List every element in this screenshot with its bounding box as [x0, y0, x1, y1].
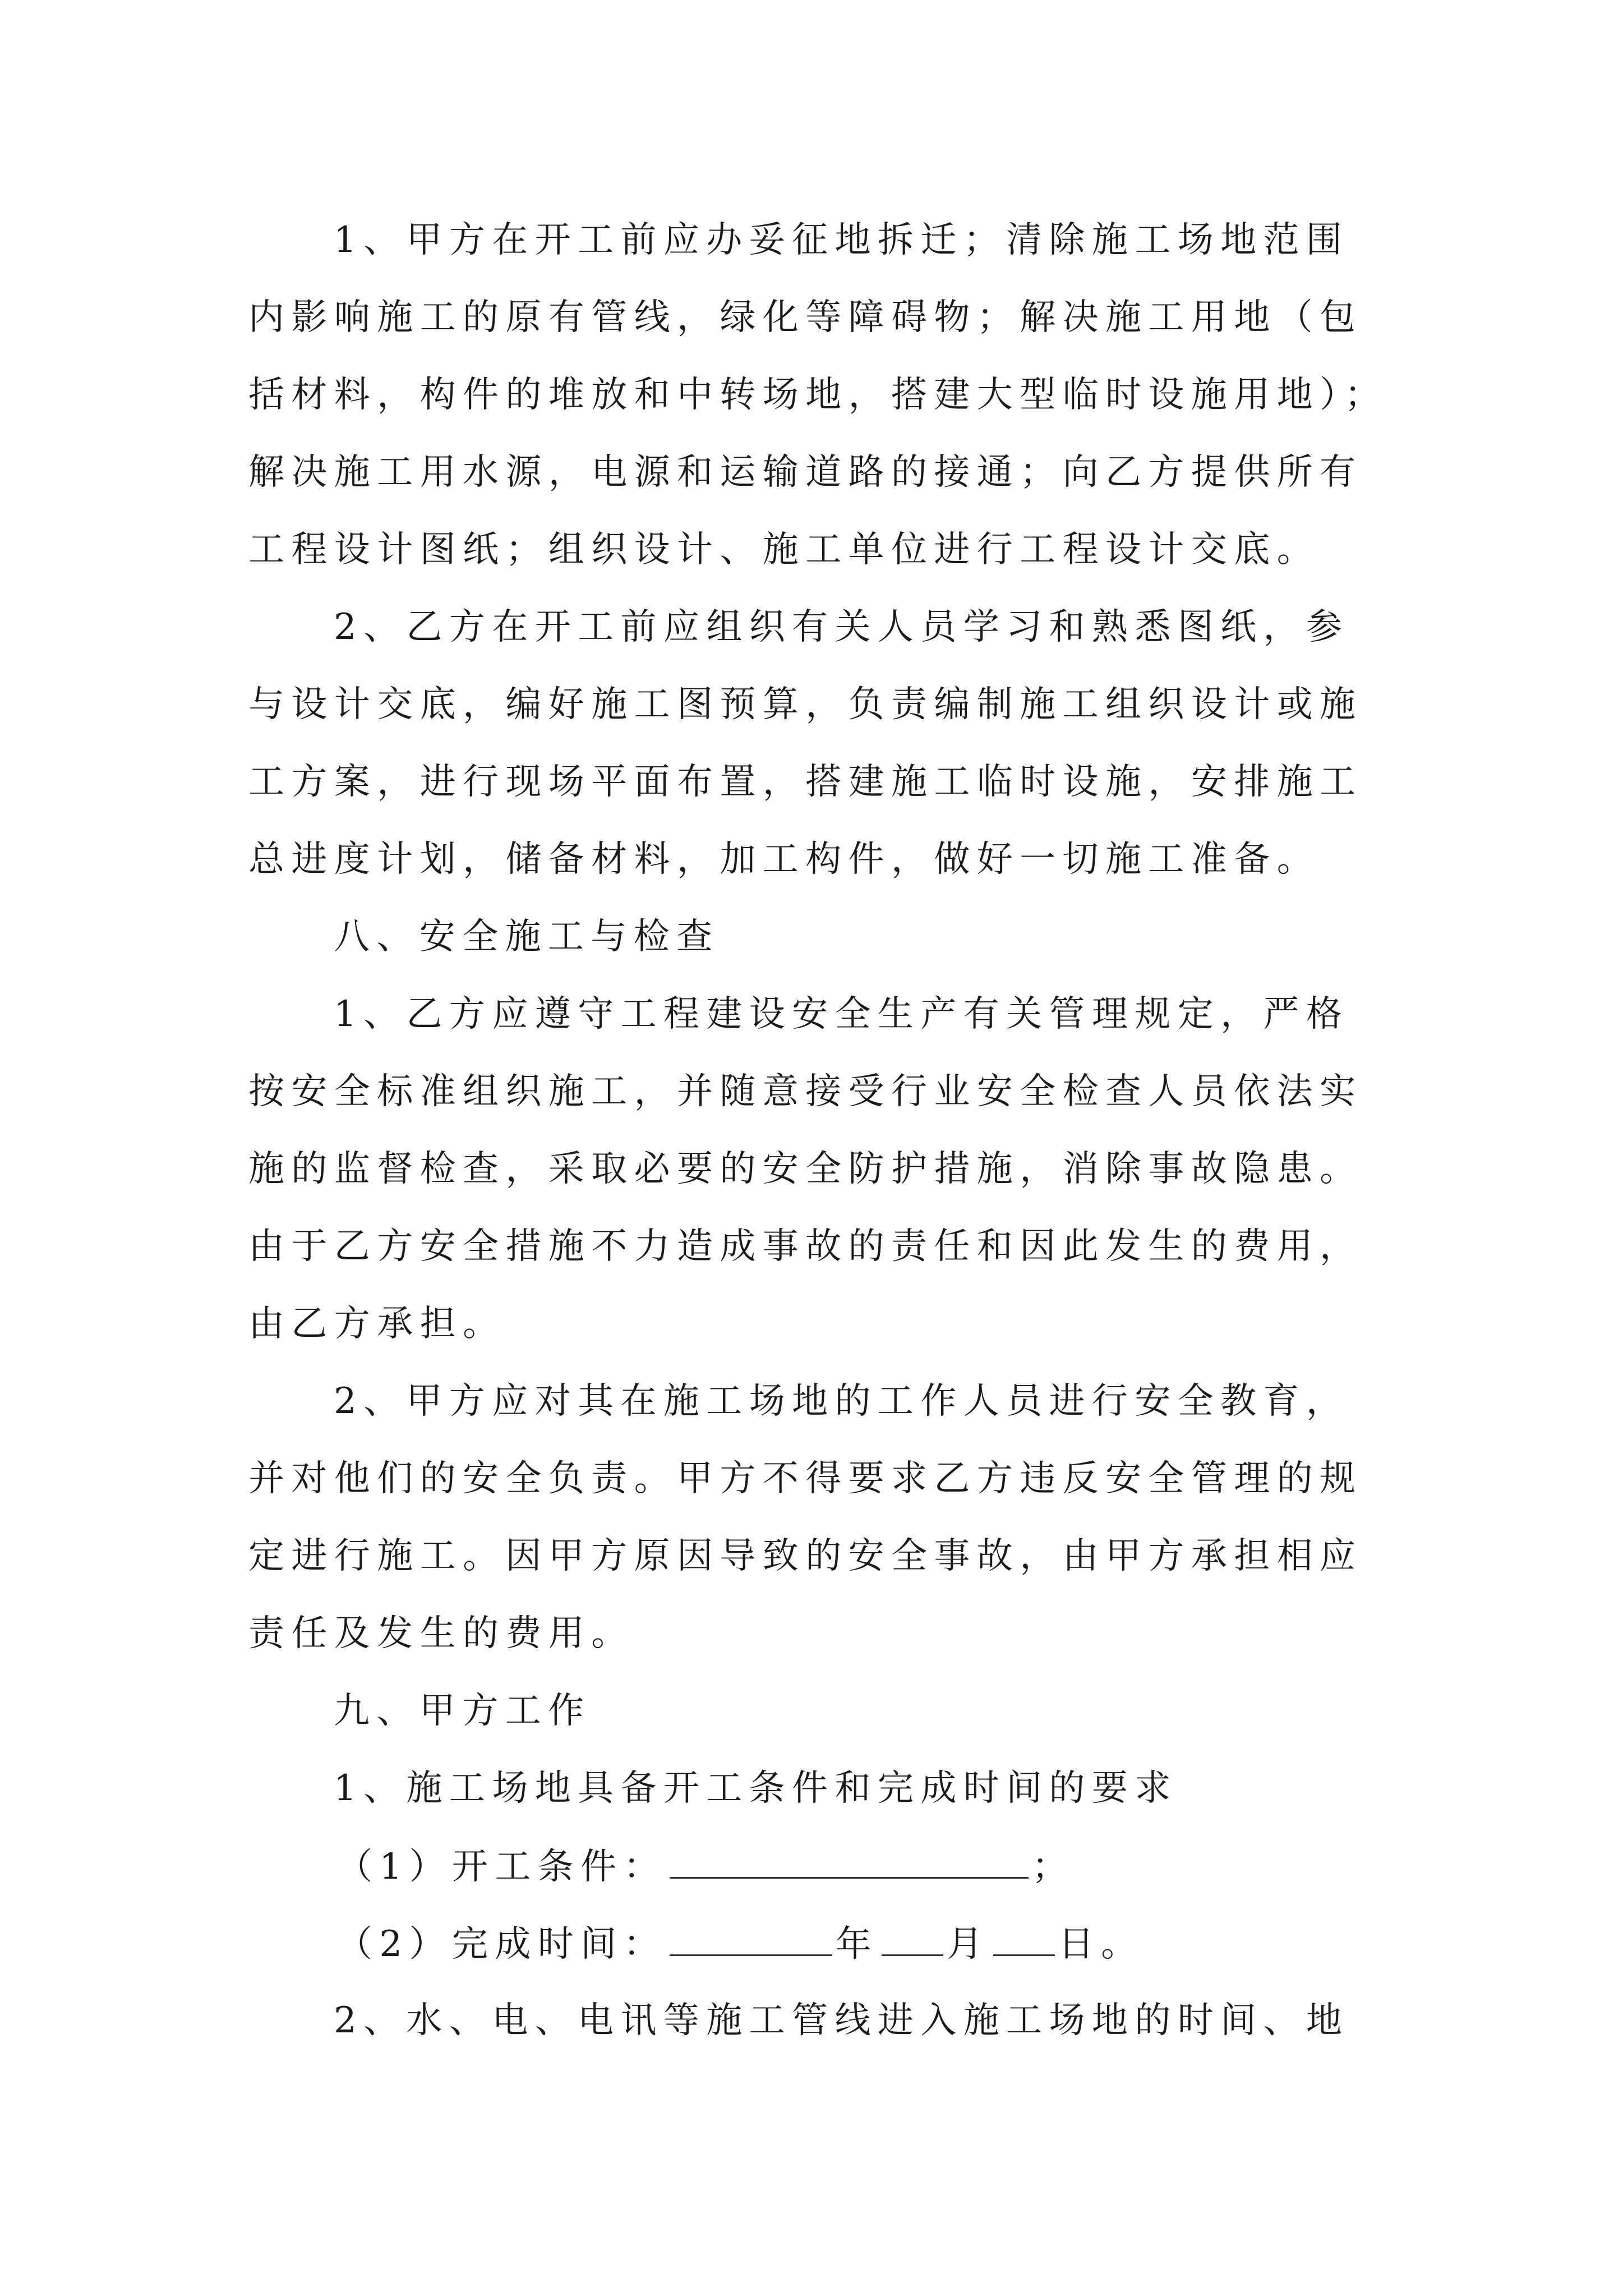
start-condition-blank[interactable] — [670, 1848, 1029, 1879]
paragraph-line: 1、乙方应遵守工程建设安全生产有关管理规定，严格 — [334, 993, 1349, 1035]
paragraph-line: 由于乙方安全措施不力造成事故的责任和因此发生的费用， — [248, 1226, 1363, 1267]
paragraph-line: 并对他们的安全负责。甲方不得要求乙方违反安全管理的规 — [248, 1458, 1363, 1499]
paragraph-line: 工程设计图纸；组织设计、施工单位进行工程设计交底。 — [248, 529, 1320, 570]
paragraph-line: 总进度计划，储备材料，加工构件，做好一切施工准备。 — [248, 839, 1320, 880]
paragraph-line: 定进行施工。因甲方原因导致的安全事故，由甲方承担相应 — [248, 1535, 1363, 1577]
day-label: 日。 — [1058, 1924, 1144, 1965]
paragraph-line: 工方案，进行现场平面布置，搭建施工临时设施，安排施工 — [248, 761, 1363, 803]
start-condition-label: （1）开工条件： — [336, 1846, 666, 1888]
paragraph-line: 解决施工用水源，电源和运输道路的接通；向乙方提供所有 — [248, 452, 1363, 493]
section-heading: 九、甲方工作 — [334, 1690, 591, 1732]
completion-time-label: （2）完成时间： — [336, 1924, 666, 1965]
month-label: 月 — [947, 1924, 990, 1965]
paragraph-line: 施的监督检查，采取必要的安全防护措施，消除事故隐患。 — [248, 1148, 1363, 1190]
paragraph-line: 括材料，构件的堆放和中转场地，搭建大型临时设施用地）； — [248, 374, 1387, 416]
paragraph-line: 2、甲方应对其在施工场地的工作人员进行安全教育， — [334, 1381, 1349, 1422]
year-label: 年 — [835, 1924, 879, 1965]
start-condition-end: ； — [1031, 1846, 1075, 1888]
start-condition-line — [336, 1846, 1481, 1888]
paragraph-line: 内影响施工的原有管线，绿化等障碍物；解决施工用地（包 — [248, 297, 1363, 338]
paragraph-line: 由乙方承担。 — [248, 1303, 506, 1345]
paragraph-line: 2、乙方在开工前应组织有关人员学习和熟悉图纸，参 — [334, 606, 1349, 648]
year-blank[interactable] — [670, 1925, 832, 1956]
paragraph-line: 2、水、电、电讯等施工管线进入施工场地的时间、地 — [334, 2000, 1349, 2041]
paragraph-line: 1、甲方在开工前应办妥征地拆迁；清除施工场地范围 — [334, 219, 1349, 261]
paragraph-line: 1、施工场地具备开工条件和完成时间的要求 — [334, 1768, 1178, 1809]
paragraph-line: 按安全标准组织施工，并随意接受行业安全检查人员依法实 — [248, 1071, 1363, 1112]
paragraph-line: 与设计交底，编好施工图预算，负责编制施工组织设计或施 — [248, 684, 1363, 725]
day-blank[interactable] — [993, 1925, 1055, 1956]
section-heading: 八、安全施工与检查 — [334, 916, 720, 958]
month-blank[interactable] — [882, 1925, 943, 1956]
paragraph-line: 责任及发生的费用。 — [248, 1613, 634, 1654]
completion-time-line — [336, 1924, 1481, 1965]
